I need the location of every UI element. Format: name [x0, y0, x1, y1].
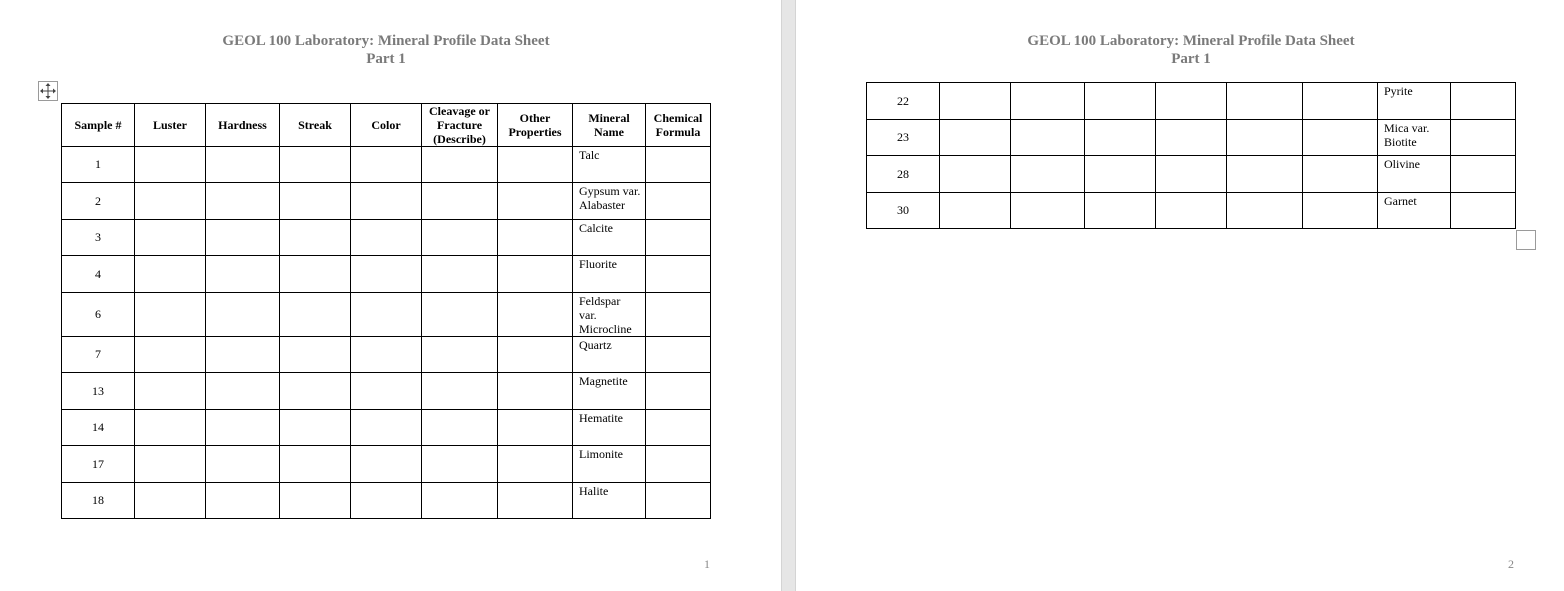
sample-number: 22: [867, 83, 940, 120]
cell-color[interactable]: [351, 293, 422, 337]
cell-formula[interactable]: [646, 410, 711, 446]
header-cleavage-line-2: Fracture: [436, 118, 483, 132]
cell-luster[interactable]: [135, 293, 206, 337]
sample-number: 13: [62, 373, 135, 410]
cell-mineral-name[interactable]: [573, 337, 646, 373]
table-row: [62, 256, 711, 293]
cell-other[interactable]: [498, 337, 573, 373]
cell-luster[interactable]: [135, 183, 206, 220]
cell-cleavage[interactable]: [422, 183, 498, 220]
cell-streak[interactable]: [280, 220, 351, 256]
cell-formula[interactable]: [1451, 193, 1516, 229]
mineral-name: Mica var.: [1384, 121, 1430, 135]
cell-other[interactable]: [498, 293, 573, 337]
cell-mineral-name[interactable]: [1378, 156, 1451, 193]
cell-hardness[interactable]: [206, 147, 280, 183]
cell-other[interactable]: [498, 220, 573, 256]
cell-formula[interactable]: [646, 183, 711, 220]
mineral-data-table: [61, 103, 711, 519]
cell-color[interactable]: [351, 220, 422, 256]
cell-cleavage[interactable]: [1227, 193, 1303, 229]
title-line-2: Part 1: [1171, 51, 1211, 67]
cell-mineral-name[interactable]: [573, 483, 646, 519]
table-row: [62, 337, 711, 373]
cell-hardness[interactable]: [1011, 156, 1085, 193]
header-hardness: Hardness: [206, 104, 280, 147]
sample-number: 17: [62, 446, 135, 483]
cell-hardness[interactable]: [206, 337, 280, 373]
mineral-name: Fluorite: [579, 257, 617, 271]
cell-cleavage[interactable]: [422, 293, 498, 337]
header-mineral-line-1: Mineral: [588, 111, 630, 125]
cell-other[interactable]: [498, 373, 573, 410]
page-2: [796, 0, 1564, 591]
cell-streak[interactable]: [1085, 193, 1156, 229]
sample-number: 7: [62, 337, 135, 373]
cell-formula[interactable]: [646, 293, 711, 337]
table-row: [867, 120, 1516, 156]
cell-color[interactable]: [351, 446, 422, 483]
cell-color[interactable]: [1156, 193, 1227, 229]
cell-mineral-name[interactable]: [573, 293, 646, 337]
table-row: [62, 147, 711, 183]
cell-luster[interactable]: [940, 193, 1011, 229]
table-row: [867, 193, 1516, 229]
title-line-1: GEOL 100 Laboratory: Mineral Profile Data Sheet: [222, 33, 550, 49]
cell-streak[interactable]: [1085, 120, 1156, 156]
page-title: [981, 32, 1401, 68]
mineral-name: Pyrite: [1384, 84, 1413, 98]
sample-number: 14: [62, 410, 135, 446]
header-luster: Luster: [135, 104, 206, 147]
header-color: Color: [351, 104, 422, 147]
title-line-2: Part 1: [366, 51, 406, 67]
four-arrows-icon: [40, 83, 56, 99]
table-row: [867, 83, 1516, 120]
cell-hardness[interactable]: [1011, 83, 1085, 120]
mineral-name-line-2: Alabaster: [579, 198, 625, 212]
sample-number: 6: [62, 293, 135, 337]
table-row: [62, 220, 711, 256]
cell-luster[interactable]: [135, 410, 206, 446]
header-other-line-1: Other: [519, 111, 551, 125]
cell-formula[interactable]: [1451, 156, 1516, 193]
cell-streak[interactable]: [280, 256, 351, 293]
cell-other[interactable]: [498, 147, 573, 183]
cell-hardness[interactable]: [206, 293, 280, 337]
cell-hardness[interactable]: [206, 483, 280, 519]
header-other: [498, 104, 573, 147]
cell-luster[interactable]: [135, 147, 206, 183]
header-other-line-2: Properties: [508, 125, 562, 139]
cell-streak[interactable]: [280, 483, 351, 519]
cell-mineral-name[interactable]: [573, 220, 646, 256]
cell-hardness[interactable]: [1011, 120, 1085, 156]
mineral-name: Halite: [579, 484, 609, 498]
cell-color[interactable]: [1156, 83, 1227, 120]
cell-cleavage[interactable]: [1227, 83, 1303, 120]
sample-number: 30: [867, 193, 940, 229]
cell-mineral-name[interactable]: [1378, 193, 1451, 229]
sample-number: 1: [62, 147, 135, 183]
mineral-name-line-2: var.: [579, 308, 597, 322]
mineral-name: Talc: [579, 148, 600, 162]
cell-color[interactable]: [351, 410, 422, 446]
cell-other[interactable]: [1303, 193, 1378, 229]
cell-cleavage[interactable]: [422, 337, 498, 373]
page-gutter: [781, 0, 796, 591]
title-line-1: GEOL 100 Laboratory: Mineral Profile Data Sheet: [1027, 33, 1355, 49]
cell-streak[interactable]: [280, 410, 351, 446]
cell-formula[interactable]: [1451, 83, 1516, 120]
mineral-name: Quartz: [579, 338, 612, 352]
table-row: [62, 293, 711, 337]
cell-other[interactable]: [498, 256, 573, 293]
cell-color[interactable]: [351, 183, 422, 220]
cell-cleavage[interactable]: [422, 410, 498, 446]
table-move-handle-icon[interactable]: [38, 81, 58, 101]
cell-luster[interactable]: [940, 120, 1011, 156]
cell-other[interactable]: [498, 410, 573, 446]
cell-color[interactable]: [1156, 120, 1227, 156]
cell-luster[interactable]: [135, 483, 206, 519]
cell-mineral-name[interactable]: [573, 410, 646, 446]
cell-cleavage[interactable]: [422, 220, 498, 256]
cell-streak[interactable]: [280, 293, 351, 337]
cell-formula[interactable]: [646, 446, 711, 483]
cell-hardness[interactable]: [206, 373, 280, 410]
mineral-name: Hematite: [579, 411, 623, 425]
table-header-row: [62, 104, 711, 147]
cell-mineral-name[interactable]: [573, 446, 646, 483]
mineral-name: Limonite: [579, 447, 623, 461]
cell-luster[interactable]: [135, 337, 206, 373]
sample-number: 4: [62, 256, 135, 293]
table-row: [62, 183, 711, 220]
cell-streak[interactable]: [280, 446, 351, 483]
cell-cleavage[interactable]: [422, 446, 498, 483]
cell-hardness[interactable]: [206, 410, 280, 446]
mineral-name: Olivine: [1384, 157, 1420, 171]
header-cleavage-line-1: Cleavage or: [429, 104, 490, 118]
cell-other[interactable]: [1303, 120, 1378, 156]
cell-color[interactable]: [351, 147, 422, 183]
cell-other[interactable]: [1303, 83, 1378, 120]
cell-formula[interactable]: [646, 256, 711, 293]
page-number: 2: [1508, 557, 1514, 571]
mineral-name-line-3: Microcline: [579, 322, 632, 336]
cell-other[interactable]: [1303, 156, 1378, 193]
table-row: [62, 373, 711, 410]
header-cleavage: [422, 104, 498, 147]
cell-streak[interactable]: [1085, 156, 1156, 193]
header-chemical-formula: [646, 104, 711, 147]
cell-streak[interactable]: [1085, 83, 1156, 120]
header-cleavage-line-3: (Describe): [433, 132, 486, 146]
sample-number: 18: [62, 483, 135, 519]
cell-other[interactable]: [498, 446, 573, 483]
mineral-name: Calcite: [579, 221, 613, 235]
cell-color[interactable]: [351, 337, 422, 373]
cell-hardness[interactable]: [206, 446, 280, 483]
cell-luster[interactable]: [940, 83, 1011, 120]
cell-cleavage[interactable]: [422, 147, 498, 183]
sample-number: 2: [62, 183, 135, 220]
cell-cleavage[interactable]: [1227, 120, 1303, 156]
cell-hardness[interactable]: [206, 183, 280, 220]
cell-streak[interactable]: [280, 337, 351, 373]
header-formula-line-2: Formula: [655, 125, 701, 139]
cell-formula[interactable]: [1451, 120, 1516, 156]
sample-number: 28: [867, 156, 940, 193]
cell-color[interactable]: [1156, 156, 1227, 193]
cell-luster[interactable]: [135, 373, 206, 410]
table-row: [62, 410, 711, 446]
cell-streak[interactable]: [280, 183, 351, 220]
cell-mineral-name[interactable]: [573, 183, 646, 220]
cell-cleavage[interactable]: [1227, 156, 1303, 193]
header-mineral-line-2: Name: [594, 125, 624, 139]
cell-hardness[interactable]: [206, 256, 280, 293]
table-resize-handle-icon[interactable]: [1516, 230, 1536, 250]
mineral-name: Magnetite: [579, 374, 628, 388]
cell-mineral-name[interactable]: [1378, 83, 1451, 120]
mineral-name: Feldspar: [579, 294, 621, 308]
sample-number: 3: [62, 220, 135, 256]
header-formula-line-1: Chemical: [653, 111, 703, 125]
cell-cleavage[interactable]: [422, 483, 498, 519]
mineral-data-table-continued: [866, 82, 1516, 229]
table-row: [62, 483, 711, 519]
cell-hardness[interactable]: [1011, 193, 1085, 229]
cell-mineral-name[interactable]: [1378, 120, 1451, 156]
page-number: 1: [704, 557, 710, 571]
sample-number: 23: [867, 120, 940, 156]
cell-cleavage[interactable]: [422, 256, 498, 293]
mineral-name-line-2: Biotite: [1384, 135, 1417, 149]
cell-luster[interactable]: [135, 256, 206, 293]
mineral-name: Gypsum var.: [579, 184, 641, 198]
cell-other[interactable]: [498, 483, 573, 519]
page-title: [176, 32, 596, 68]
mineral-name: Garnet: [1384, 194, 1417, 208]
cell-formula[interactable]: [646, 337, 711, 373]
cell-other[interactable]: [498, 183, 573, 220]
header-streak: Streak: [280, 104, 351, 147]
cell-luster[interactable]: [940, 156, 1011, 193]
cell-color[interactable]: [351, 483, 422, 519]
cell-formula[interactable]: [646, 220, 711, 256]
table-row: [867, 156, 1516, 193]
header-mineral-name: [573, 104, 646, 147]
cell-streak[interactable]: [280, 147, 351, 183]
cell-cleavage[interactable]: [422, 373, 498, 410]
cell-formula[interactable]: [646, 373, 711, 410]
cell-mineral-name[interactable]: [573, 147, 646, 183]
cell-formula[interactable]: [646, 483, 711, 519]
table-row: [62, 446, 711, 483]
cell-hardness[interactable]: [206, 220, 280, 256]
cell-luster[interactable]: [135, 446, 206, 483]
cell-color[interactable]: [351, 373, 422, 410]
cell-streak[interactable]: [280, 373, 351, 410]
cell-luster[interactable]: [135, 220, 206, 256]
cell-color[interactable]: [351, 256, 422, 293]
cell-mineral-name[interactable]: [573, 256, 646, 293]
cell-formula[interactable]: [646, 147, 711, 183]
page-1: [0, 0, 781, 591]
cell-mineral-name[interactable]: [573, 373, 646, 410]
header-sample: Sample #: [62, 104, 135, 147]
